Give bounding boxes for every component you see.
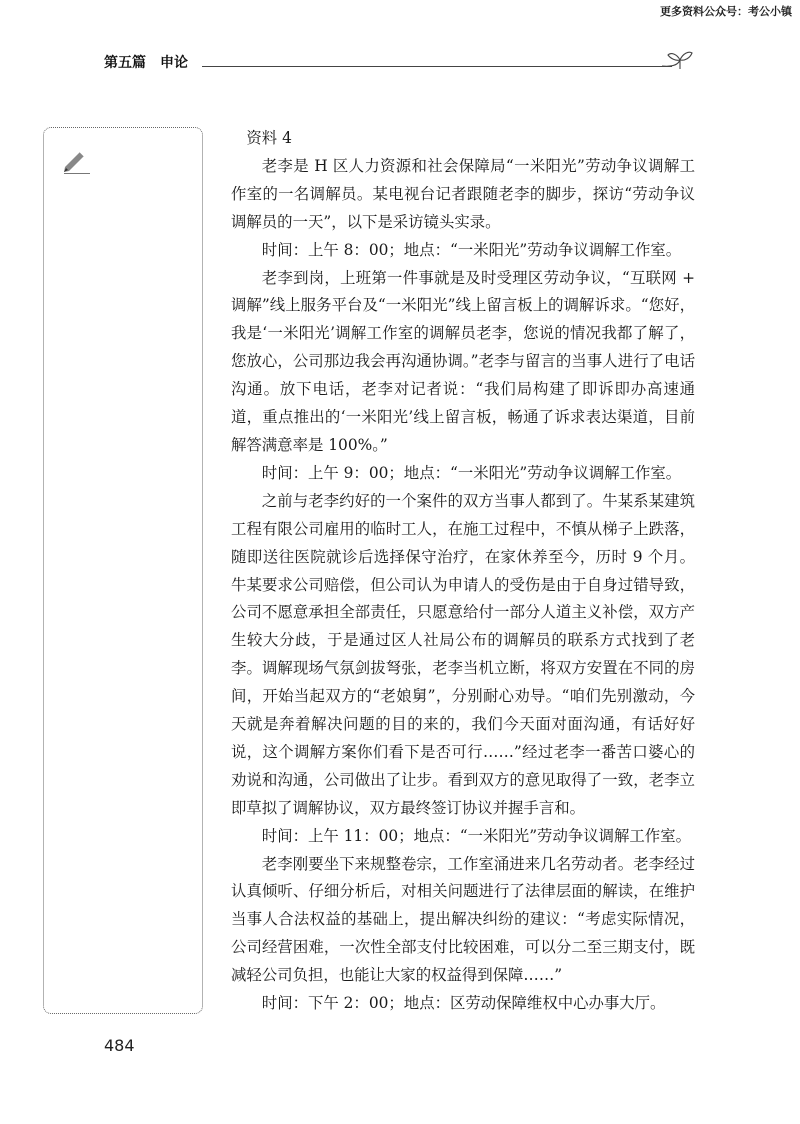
paragraph: 老李到岗，上班第一件事就是及时受理区劳动争议，“互联网 + 调解”线上服务平台及“一米阳光”线上留言板上的调解诉求。“您好，我是‘一米阳光’调解工作室的调解员老李，您说的情况我都了解了，您放心，公司那边我会再沟通协调。”老李与留言的当事人进行了电话沟通。放下电话，老李对记者说：“我们局构建了即诉即办高速通道，重点推出的‘一米阳光’线上留言板，畅通了诉求表达渠道，目前解答满意率是 100%。” — [231, 268, 695, 454]
paragraph: 时间：上午 9：00；地点：“一米阳光”劳动争议调解工作室。 — [261, 463, 682, 482]
paragraph: 老李刚要坐下来规整卷宗，工作室涌进来几名劳动者。老李经过认真倾听、仔细分析后，对相关问题进行了法律层面的解读，在维护当事人合法权益的基础上，提出解决纠纷的建议：“考虑实际情况，公司经营困难，一次性全部支付比较困难，可以分二至三期支付，既减轻公司负担，也能让大家的权益得到保障……” — [231, 854, 695, 985]
header-part: 第五篇 — [104, 55, 146, 71]
notes-sidebar — [43, 127, 203, 1014]
page-header — [104, 52, 694, 74]
watermark-text: 更多资料公众号：考公小镇 — [660, 5, 792, 18]
page-number: 484 — [104, 1036, 135, 1055]
header-section: 申论 — [160, 55, 188, 71]
paragraph: 时间：下午 2：00；地点：区劳动保障维权中心办事大厅。 — [261, 994, 666, 1013]
paragraph: 时间：上午 11：00；地点：“一米阳光”劳动争议调解工作室。 — [261, 826, 691, 845]
paragraph: 之前与老李约好的一个案件的双方当事人都到了。牛某系某建筑工程有限公司雇用的临时工人，在施工过程中，不慎从梯子上跌落，随即送往医院就诊后选择保守治疗，在家休养至今，历时 9 个月。牛某要求公司赔偿，但公司认为申请人的受伤是由于自身过错导致，公司不愿意承担全部责任，只愿意给付一部分人道主义补偿，双方产生较大分歧，于是通过区人社局公布的调解员的联系方式找到了老李。调解现场气氛剑拔弩张，老李当机立断，将双方安置在不同的房间，开始当起双方的“老娘舅”，分别耐心劝导。“咱们先别激动，今天就是奔着解决问题的目的来的，我们今天面对面沟通，有话好好说，这个调解方案你们看下是否可行……”经过老李一番苦口婆心的劝说和沟通，公司做出了让步。看到双方的意见取得了一致，老李立即草拟了调解协议，双方最终签订协议并握手言和。 — [231, 491, 695, 817]
material-label: 资料 4 — [246, 129, 292, 147]
pencil-icon — [62, 150, 92, 174]
paragraph: 老李是 H 区人力资源和社会保障局“一米阳光”劳动争议调解工作室的一名调解员。某电视台记者跟随老李的脚步，探访“劳动争议调解员的一天”，以下是采访镜头实录。 — [231, 156, 695, 231]
header-title — [104, 52, 188, 72]
paragraph: 时间：上午 8：00；地点：“一米阳光”劳动争议调解工作室。 — [261, 240, 682, 259]
header-rule — [202, 66, 672, 67]
main-text — [231, 125, 695, 1018]
sprout-icon — [660, 42, 694, 76]
